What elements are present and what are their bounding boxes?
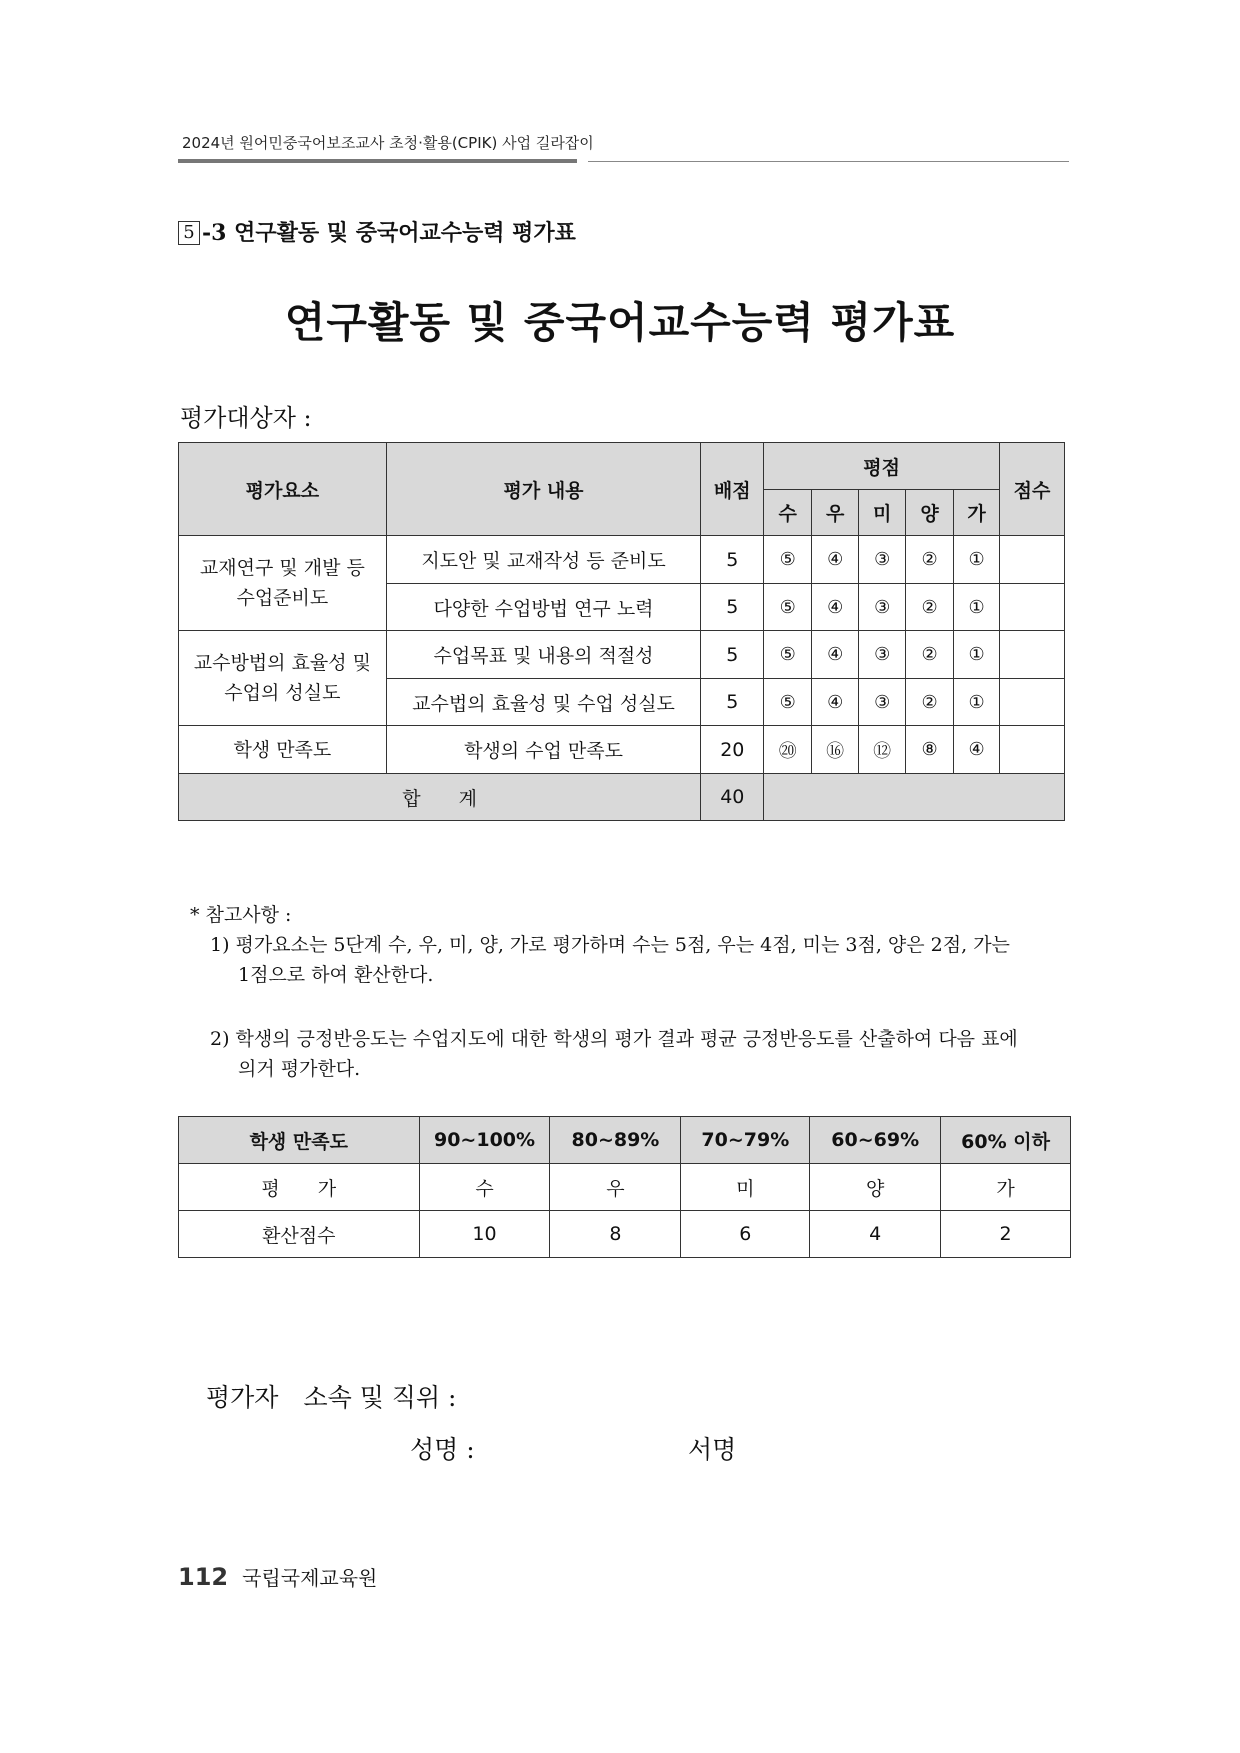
rating-option[interactable]: ⑤ xyxy=(764,536,812,584)
table-cell: 8 xyxy=(550,1211,681,1258)
content-cell: 교수법의 효율성 및 수업 성실도 xyxy=(386,679,701,726)
evaluator-name-label: 성명 : xyxy=(410,1435,475,1464)
score-cell[interactable] xyxy=(1000,679,1065,726)
table-cell: 6 xyxy=(681,1211,810,1258)
content-cell: 학생의 수업 만족도 xyxy=(386,726,701,774)
rating-option[interactable]: ① xyxy=(954,631,1000,679)
total-score xyxy=(764,774,1065,821)
table-row xyxy=(179,536,1065,584)
rating-option[interactable]: ② xyxy=(906,679,954,726)
note-1-line-1: 1) 평가요소는 5단계 수, 우, 미, 양, 가로 평가하며 수는 5점, 우는 4점, 미는 3점, 양은 2점, 가는 xyxy=(210,934,1010,956)
rating-option[interactable]: ⑤ xyxy=(764,631,812,679)
rating-option[interactable]: ⑧ xyxy=(906,726,954,774)
points-cell: 5 xyxy=(701,536,764,584)
rating-option[interactable]: ⑳ xyxy=(764,726,812,774)
table-row xyxy=(179,1211,1071,1258)
content-cell: 다양한 수업방법 연구 노력 xyxy=(386,584,701,631)
table-cell: 환산점수 xyxy=(179,1211,420,1258)
rating-option[interactable]: ③ xyxy=(859,679,906,726)
element-line: 교수방법의 효율성 및 xyxy=(193,652,371,674)
table-cell: 2 xyxy=(941,1211,1071,1258)
points-cell: 5 xyxy=(701,584,764,631)
table-cell: 수 xyxy=(419,1164,550,1211)
table-row xyxy=(179,726,1065,774)
evaluation-target-label: 평가대상자 : xyxy=(180,404,312,432)
table-cell: 4 xyxy=(810,1211,941,1258)
header-score: 점수 xyxy=(1000,443,1065,536)
element-cell xyxy=(179,631,387,726)
rating-option[interactable]: ① xyxy=(954,536,1000,584)
rating-option[interactable]: ② xyxy=(906,631,954,679)
table-cell: 평 가 xyxy=(179,1164,420,1211)
running-header: 2024년 원어민중국어보조교사 초청·활용(CPIK) 사업 길라잡이 xyxy=(182,134,594,152)
notes xyxy=(190,900,1080,1084)
header-cell: 60~69% xyxy=(810,1117,941,1164)
points-cell: 5 xyxy=(701,679,764,726)
rating-option[interactable]: ① xyxy=(954,584,1000,631)
header-cell: 80~89% xyxy=(550,1117,681,1164)
header-rating: 평점 xyxy=(764,443,1000,490)
table-cell: 미 xyxy=(681,1164,810,1211)
rating-option[interactable]: ④ xyxy=(812,631,859,679)
page-title: 연구활동 및 중국어교수능력 평가표 xyxy=(284,298,956,347)
total-label: 합 계 xyxy=(179,774,701,821)
header-content: 평가 내용 xyxy=(386,443,701,536)
section-heading xyxy=(178,216,576,247)
header-grade: 가 xyxy=(954,490,1000,536)
header-cell: 학생 만족도 xyxy=(179,1117,420,1164)
note-1-line-2: 1점으로 하여 환산한다. xyxy=(238,964,434,986)
rating-option[interactable]: ① xyxy=(954,679,1000,726)
rating-option[interactable]: ③ xyxy=(859,584,906,631)
satisfaction-table xyxy=(178,1116,1071,1258)
header-cell: 70~79% xyxy=(681,1117,810,1164)
score-cell[interactable] xyxy=(1000,584,1065,631)
header-rule-thick xyxy=(178,159,577,163)
header-grade: 우 xyxy=(812,490,859,536)
footer-org: 국립국제교육원 xyxy=(242,1566,378,1590)
notes-heading: * 참고사항 : xyxy=(190,904,292,926)
header-cell: 90~100% xyxy=(419,1117,550,1164)
table-row xyxy=(179,1164,1071,1211)
table-row xyxy=(179,631,1065,679)
page-number: 112 xyxy=(178,1563,229,1591)
points-cell: 20 xyxy=(701,726,764,774)
section-title: 연구활동 및 중국어교수능력 평가표 xyxy=(234,220,576,246)
rating-option[interactable]: ⑤ xyxy=(764,584,812,631)
table-cell: 우 xyxy=(550,1164,681,1211)
rating-option[interactable]: ④ xyxy=(954,726,1000,774)
section-number: 5 xyxy=(178,221,200,245)
header-cell: 60% 이하 xyxy=(941,1117,1071,1164)
rating-option[interactable]: ③ xyxy=(859,536,906,584)
header-grade: 미 xyxy=(859,490,906,536)
rating-option[interactable]: ② xyxy=(906,584,954,631)
content-cell: 지도안 및 교재작성 등 준비도 xyxy=(386,536,701,584)
section-suffix: -3 xyxy=(202,220,227,246)
rating-option[interactable]: ② xyxy=(906,536,954,584)
score-cell[interactable] xyxy=(1000,536,1065,584)
points-cell: 5 xyxy=(701,631,764,679)
element-line: 학생 만족도 xyxy=(233,738,332,761)
rating-option[interactable]: ④ xyxy=(812,584,859,631)
page-footer xyxy=(178,1562,377,1591)
rating-option[interactable]: ⑫ xyxy=(859,726,906,774)
table-header-row xyxy=(179,1117,1071,1164)
header-points: 배점 xyxy=(701,443,764,536)
score-cell[interactable] xyxy=(1000,631,1065,679)
table-cell: 양 xyxy=(810,1164,941,1211)
evaluation-table xyxy=(178,442,1065,821)
header-element: 평가요소 xyxy=(179,443,387,536)
note-2-line-2: 의거 평가한다. xyxy=(238,1058,361,1080)
element-line: 교재연구 및 개발 등 xyxy=(199,557,365,579)
element-cell xyxy=(179,726,387,774)
score-cell[interactable] xyxy=(1000,726,1065,774)
header-rule-thin xyxy=(588,161,1069,162)
element-line: 수업의 성실도 xyxy=(224,682,341,704)
header-grade: 수 xyxy=(764,490,812,536)
total-points: 40 xyxy=(701,774,764,821)
rating-option[interactable]: ④ xyxy=(812,679,859,726)
element-line: 수업준비도 xyxy=(236,587,329,609)
header-grade: 양 xyxy=(906,490,954,536)
note-2-line-1: 2) 학생의 긍정반응도는 수업지도에 대한 학생의 평가 결과 평균 긍정반응도를 산출하여 다음 표에 xyxy=(210,1028,1018,1050)
element-cell xyxy=(179,536,387,631)
content-cell: 수업목표 및 내용의 적절성 xyxy=(386,631,701,679)
table-cell: 가 xyxy=(941,1164,1071,1211)
rating-option[interactable]: ⑤ xyxy=(764,679,812,726)
rating-option[interactable]: ⑯ xyxy=(812,726,859,774)
evaluator-signature-label: 서명 xyxy=(688,1435,737,1464)
rating-option[interactable]: ④ xyxy=(812,536,859,584)
evaluator-affiliation-label: 평가자 소속 및 직위 : xyxy=(206,1383,457,1412)
table-cell: 10 xyxy=(419,1211,550,1258)
rating-option[interactable]: ③ xyxy=(859,631,906,679)
